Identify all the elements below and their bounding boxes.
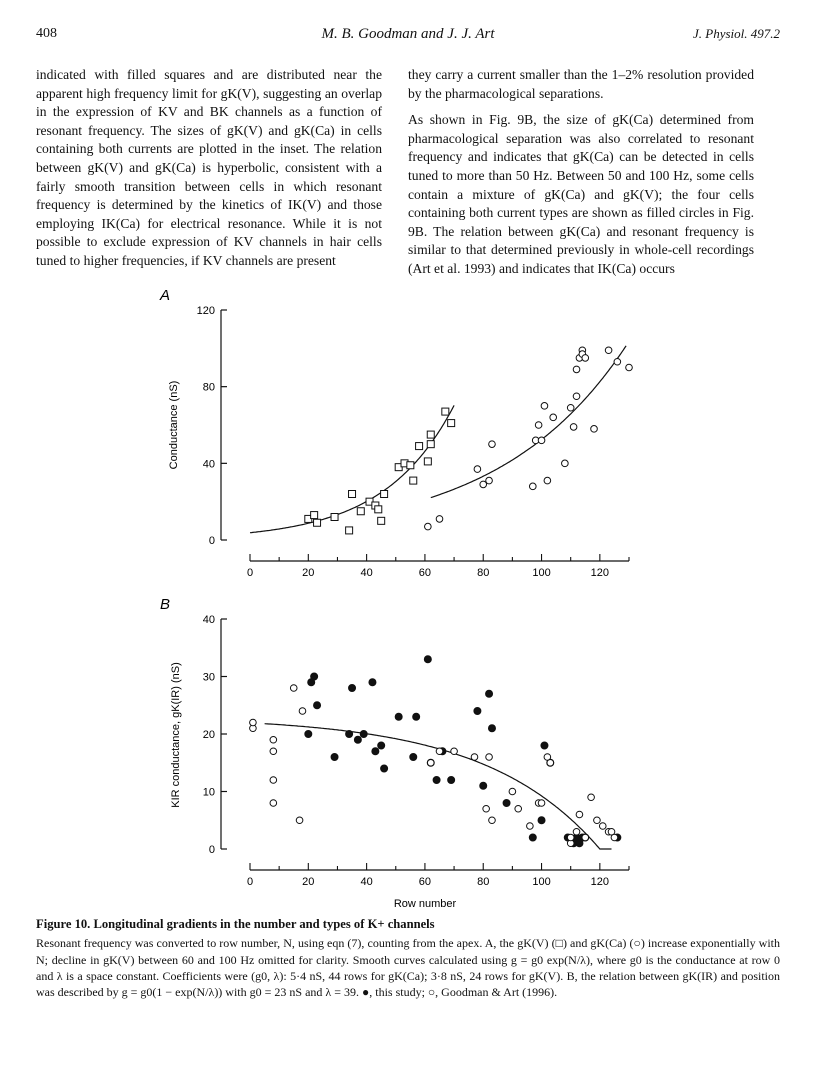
data-point-filled-circle [410,754,417,761]
panel-a-label: A [160,287,171,304]
data-point-open-circle [529,483,536,490]
data-point-open-circle [486,477,493,484]
data-point-filled-circle [541,742,548,749]
data-point-filled-circle [395,713,402,720]
page-header [36,26,780,46]
data-point-open-circle [626,364,633,371]
data-point-filled-circle [331,754,338,761]
data-point-open-circle [480,481,487,488]
data-point-square [448,420,455,427]
data-point-open-circle [532,437,539,444]
data-point-square [416,443,423,450]
data-point-filled-circle [346,731,353,738]
x-axis-label: Row number [393,898,457,910]
x-tick-label: 120 [590,567,610,579]
data-point-square [331,514,338,521]
data-point-filled-circle [360,731,367,738]
data-point-filled-circle [486,690,493,697]
data-point-open-circle [567,834,574,841]
data-point-open-circle [436,748,443,755]
data-point-open-circle [250,719,257,726]
data-point-open-circle [582,834,589,841]
data-point-filled-circle [564,834,571,841]
data-point-square [314,519,321,526]
left-column [36,66,382,279]
x-tick-label: 0 [246,567,254,579]
data-point-filled-circle [308,679,315,686]
data-point-square [349,491,356,498]
data-point-open-circle [544,477,551,484]
x-tick-label: 60 [418,876,432,888]
data-point-square [311,512,318,519]
data-point-open-circle [270,748,277,755]
data-point-filled-circle [369,679,376,686]
panel-a-plot [197,305,633,579]
data-point-open-circle [425,523,432,530]
data-point-filled-circle [576,840,583,847]
data-point-open-circle [579,351,586,358]
data-point-open-circle [544,754,551,761]
data-point-open-circle [573,393,580,400]
x-tick-label: 0 [246,876,254,888]
data-point-open-circle [576,811,583,818]
data-point-filled-circle [314,702,321,709]
data-point-filled-circle [614,834,621,841]
data-point-open-circle [538,800,545,807]
data-point-open-circle [547,759,554,766]
data-point-open-circle [483,805,490,812]
running-authors: M. B. Goodman and J. J. Art [321,26,495,42]
data-point-square [378,517,385,524]
figure-caption [36,916,780,1000]
data-point-square [442,408,449,415]
panel-b-ylabel: KIR conductance, gK(IR) (nS) [170,662,182,808]
data-point-open-circle [535,800,542,807]
data-point-filled-circle [311,673,318,680]
data-point-square [366,498,373,505]
data-point-filled-circle [433,777,440,784]
data-point-square [305,515,312,522]
y-tick-label: 120 [196,305,215,317]
data-point-square [346,527,353,534]
x-tick-label: 40 [360,567,373,579]
data-point-filled-circle [448,777,455,784]
data-point-square [401,460,408,467]
data-point-open-circle [509,788,516,795]
data-point-filled-circle [538,817,545,824]
data-point-open-circle [451,748,458,755]
data-point-open-circle [579,347,586,354]
data-point-filled-circle [480,782,487,789]
panel-b-label: B [160,596,171,613]
data-point-square [407,462,414,469]
x-tick-label: 60 [418,567,432,579]
data-point-open-circle [474,466,481,473]
panel-a-ylabel: Conductance (nS) [168,380,180,470]
data-point-open-circle [436,516,443,523]
data-point-open-circle [250,725,257,732]
y-tick-label: 10 [202,786,215,799]
data-point-open-circle [614,358,621,365]
data-point-open-circle [573,828,580,835]
data-point-open-circle [427,759,434,766]
data-point-open-circle [270,777,277,784]
data-point-filled-circle [570,840,577,847]
data-point-open-circle [270,736,277,743]
data-point-open-circle [562,460,569,467]
data-point-open-circle [582,355,589,362]
data-point-open-circle [605,347,612,354]
y-tick-label: 80 [202,381,215,394]
caption-text: Resonant frequency was converted to row number, N, using eqn (7), counting from the apex. A, the gK(V) (□) and gK(Ca) (○) increase exponentially with N; decline in gK(V) between 60 and 100 Hz omitted for clarity. Smooth curves calculated using g = g0 exp(N/λ), where g0 is the conductance at row 0 and λ is a space constant. Coefficients were (g0, λ): 5·4 nS, 44 rows for gK(Ca); 3·8 nS, 24 rows for gK(V). B, the relation between gK(IR) and position was described by g = g0(1 − exp(N/λ)) with g0 = 23 nS and λ = 39. ●, this study; ○, Goodman & Art (1996). [36,936,780,1000]
data-point-open-circle [489,817,496,824]
data-point-open-circle [608,828,615,835]
data-point-open-circle [588,794,595,801]
data-point-open-circle [541,403,548,410]
x-tick-label: 20 [302,567,315,579]
data-point-open-circle [515,805,522,812]
data-point-open-circle [550,414,557,421]
left-paragraph: indicated with filled squares and are distributed near the apparent high frequency limit for gK(V), suggesting an overlap in the expression of KV and BK channels as a function of resonant frequency. The sizes of gK(V) and gK(Ca) in cells containing both currents are plotted in the inset. The relation between gK(V) and gK(Ca) is hyperbolic, consistent with a fairly smooth transition between cells in which resonant frequency is determined by the kinetics of IK(V) and those employing IK(Ca) for electrical resonance. While it is not possible to exclude expression of KV channels in hair cells tuned to higher frequencies, if KV channels are present [36,67,382,268]
data-point-filled-circle [529,834,536,841]
page-number: 408 [36,26,57,41]
journal-reference: J. Physiol. 497.2 [692,26,780,41]
y-tick-label: 0 [208,844,215,856]
data-point-open-circle [594,817,601,824]
fit-curve-2 [431,346,626,498]
data-point-open-circle [270,800,277,807]
data-point-open-circle [605,828,612,835]
y-tick-label: 0 [208,535,215,547]
data-point-open-circle [299,708,306,715]
data-point-filled-circle [427,759,434,766]
data-point-filled-circle [381,765,388,772]
data-point-open-circle [489,441,496,448]
y-tick-label: 20 [202,729,215,741]
panel-b-plot [203,614,629,888]
data-point-open-circle [611,834,618,841]
data-point-filled-circle [474,708,481,715]
data-point-filled-circle [582,834,589,841]
data-point-square [427,441,434,448]
caption-title: Figure 10. Longitudinal gradients in the number and types of K+ channels [36,917,435,931]
data-point-open-circle [567,840,574,847]
fit-curve-1 [250,405,454,532]
data-point-filled-circle [503,800,510,807]
data-point-square [381,491,388,498]
data-point-open-circle [573,366,580,373]
data-point-open-circle [576,355,583,362]
data-point-filled-circle [372,748,379,755]
right-paragraph-1: they carry a current smaller than the 1–2% resolution provided by the pharmacological separations. [408,67,754,101]
data-point-square [424,458,431,465]
data-point-open-circle [570,424,577,431]
fit-curve-1 [265,724,612,849]
data-point-square [410,477,417,484]
data-point-filled-circle [413,713,420,720]
x-tick-label: 80 [477,876,490,888]
data-point-open-circle [486,754,493,761]
data-point-square [395,464,402,471]
right-column [408,66,754,287]
y-tick-label: 40 [202,458,215,471]
x-tick-label: 100 [532,876,551,888]
data-point-open-circle [567,404,574,411]
data-point-open-circle [599,823,606,830]
data-point-filled-circle [547,759,554,766]
data-point-open-circle [290,685,297,692]
x-tick-label: 100 [532,567,551,579]
x-tick-label: 40 [360,876,373,888]
data-point-filled-circle [305,731,312,738]
data-point-square [427,431,434,438]
y-tick-label: 40 [202,614,215,626]
data-point-open-circle [535,422,542,429]
data-point-filled-circle [579,834,586,841]
x-tick-label: 120 [590,876,610,888]
x-tick-label: 80 [477,567,490,579]
data-point-filled-circle [439,748,446,755]
data-point-open-circle [471,754,478,761]
data-point-square [375,506,382,513]
data-point-open-circle [538,437,545,444]
data-point-square [357,508,364,515]
y-tick-label: 30 [202,671,215,684]
data-point-open-circle [591,426,598,433]
data-point-open-circle [527,823,534,830]
right-paragraph-2: As shown in Fig. 9B, the size of gK(Ca) determined from pharmacological separation was also correlated to resonant frequency and indicates that gK(Ca) can be detected in cells tuned to more than 50 Hz. Between 50 and 100 Hz, some cells contain a mixture of gK(Ca) and gK(V); the four cells containing both current types are shown as filled circles in Fig. 9B. The relation between gK(Ca) and resonant frequency is similar to that determined previously in whole-cell recordings (Art et al. 1993) and indicates that IK(Ca) occurs [408,112,754,276]
data-point-filled-circle [354,736,361,743]
data-point-filled-circle [424,656,431,663]
data-point-filled-circle [573,834,580,841]
data-point-filled-circle [349,685,356,692]
x-tick-label: 20 [302,876,315,888]
data-point-filled-circle [378,742,385,749]
data-point-open-circle [296,817,303,824]
data-point-square [372,502,379,509]
data-point-filled-circle [488,725,495,732]
